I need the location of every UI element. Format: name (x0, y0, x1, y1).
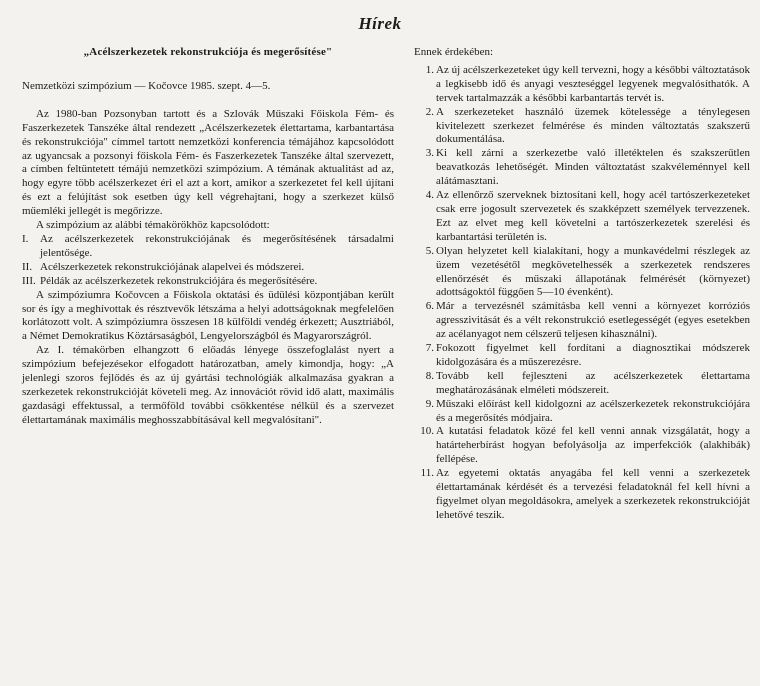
event-info: Nemzetközi szimpózium — Kočovce 1985. szept. 4—5. (22, 79, 271, 92)
point-number: 11. (420, 467, 434, 480)
point-number: 5. (425, 244, 434, 257)
left-column (22, 46, 394, 428)
right-column (414, 46, 750, 523)
article-title: „Acélszerkezetek rekonstrukciója és megerősítése" (83, 46, 333, 58)
resolution-point (414, 245, 750, 301)
intro-paragraph: Az 1980-ban Pozsonyban tartott és a Szlovák Műszaki Főiskola Fém- és Faszerkezetek Tanszéke által rendezett „Acélszerkezetek élettartama, karbantartása és rekonstrukciója" címmel tartott nemzetközi konferencia témájához kapcsolódott az ugyancsak a pozsonyi főiskola Fém- és Faszerkezetek Tanszéke által szervezett, a címben feltüntetett témájú nemzetközi szimpózium. A témának aktualitást ad az, hogy egyre több acélszerkezet éri el azt a kort, amikor a szerkezetet fel kell újítani és ezt a felújítást sok esetben úgy kell végrehajtani, hogy a szerkezet külső műemléki jellegét is megőrizze. (22, 107, 394, 218)
topic-item (22, 233, 394, 261)
point-number: 1. (425, 63, 434, 76)
topic-item (22, 275, 394, 289)
point-text: Műszaki előírást kell kidolgozni az acélszerkezetek rekonstrukciójára és a megerősítés módjaira. (436, 397, 750, 424)
point-number: 7. (425, 342, 434, 355)
resolution-point (414, 189, 750, 245)
point-text: Az egyetemi oktatás anyagába fel kell venni a szerkezetek élettartamának kérdését és a tervezési feladatoknál fel kell hívni a figyelmet olyan megoldásokra, amelyek a szerkezetek rekonstrukcióját lehetővé teszik. (436, 467, 750, 521)
point-number: 8. (425, 369, 434, 382)
point-text: Az új acélszerkezeteket úgy kell tervezni, hogy a későbbi változtatások a legkisebb idő és anyagi veszteséggel legyenek megvalósíthatók. A tervek tartalmazzák a későbbi karbantartás tervét is. (436, 63, 750, 104)
resolution-point (414, 467, 750, 523)
point-number: 9. (425, 397, 434, 410)
point-text: Az ellenőrző szerveknek biztosítani kell, hogy acél tartószerkezeteket csak erre jogosult szervezetek és szakképzett személyek tervezzenek. Ezt az elvet meg kell követelni a tartószerkezetek szerelési és karbantartási területén is. (436, 189, 750, 243)
resolution-point (414, 147, 750, 189)
resolution-paragraph: Az I. témakörben elhangzott 6 előadás lényege összefoglalást nyert a szimpózium befejezésekor elfogadott határozatban, amely kimondja, hogy: „A jelenlegi szoros fejlődés és az új gyártási technológiák alkalmazása gyakran a szerkezetek rekonstrukcióját követeli meg. Az innovációt rövid idő alatt, maximális gazdasági effektussal, a termőföld további csökkentése nélkül és a szervezet élettartamának maximális meghosszabbításával kell megvalósítani". (22, 344, 394, 426)
point-text: Ki kell zárni a szerkezetbe való illetéktelen és szakszerűtlen beavatkozás lehetőségét. Minden változtatást szakvéleménnyel kell alátámasztani. (436, 147, 750, 188)
topic-number: I. (22, 232, 29, 245)
point-text: Fokozott figyelmet kell fordítani a diagnosztikai módszerek kidolgozására és a műszerezésre. (436, 342, 750, 368)
topic-text: Acélszerkezetek rekonstrukciójának alapelvei és módszerei. (40, 260, 305, 273)
resolution-point (414, 398, 750, 426)
point-text: Olyan helyzetet kell kialakítani, hogy a munkavédelmi részlegek az üzem vezetésétől megkövetelhessék a szerkezetek rendszeres ellenőrzését és műszaki állapotának felmérését (környezet) adottságoktól függően 5—10 évenként). (436, 244, 750, 299)
point-text: Már a tervezésnél számításba kell venni a környezet korróziós agresszivitását és a vélt rekonstrukció esetlegességét (egyes esetekben az acélanyagot nem célszerű teljesen kihasználni). (436, 300, 750, 341)
resolution-point (414, 64, 750, 106)
resolution-point (414, 425, 750, 467)
point-number: 10. (420, 425, 434, 438)
resolution-point (414, 300, 750, 342)
topics-list (22, 233, 394, 289)
resolution-points-list (414, 64, 750, 523)
point-number: 4. (425, 189, 434, 202)
point-text: A szerkezeteket használó üzemek kötelessége a ténylegesen kivitelezett szerkezet felmérése és minden változtatás szakszerű dokumentálása. (436, 105, 750, 146)
topics-intro: A szimpózium az alábbi témakörökhöz kapcsolódott: (36, 219, 270, 232)
point-text: Tovább kell fejleszteni az acélszerkezetek élettartama meghatározásának elméleti módszereit. (436, 369, 750, 396)
point-text: A kutatási feladatok közé fel kell venni annak vizsgálatát, hogy a határteherbírást hogyan befolyásolja az imperfekciók (alakhibák) fellépése. (436, 425, 750, 466)
page-heading: Hírek (358, 14, 402, 33)
point-number: 3. (425, 147, 434, 160)
topic-text: Példák az acélszerkezetek rekonstrukciójára és megerősítésére. (40, 274, 318, 287)
venue-paragraph: A szimpóziumra Kočovcen a Főiskola oktatási és üdülési központjában került sor és így a meghívottak és résztvevők létszáma a helyi adottságoknak megfelelően korlátozott volt. A szimpóziumra összesen 18 külföldi vendég érkezett; Ausztriából, a Német Demokratikus Köztársaságból, Lengyelországból és Magyarországról. (22, 288, 394, 343)
resolution-point (414, 370, 750, 398)
resolution-point (414, 342, 750, 370)
topic-number: III. (22, 274, 36, 287)
topic-item (22, 261, 394, 275)
topic-text: Az acélszerkezetek rekonstrukciójának és megerősítésének társadalmi jelentősége. (40, 232, 394, 259)
points-intro: Ennek érdekében: (414, 46, 494, 58)
topic-number: II. (22, 260, 33, 273)
point-number: 2. (425, 105, 434, 118)
point-number: 6. (425, 300, 434, 313)
resolution-point (414, 106, 750, 148)
